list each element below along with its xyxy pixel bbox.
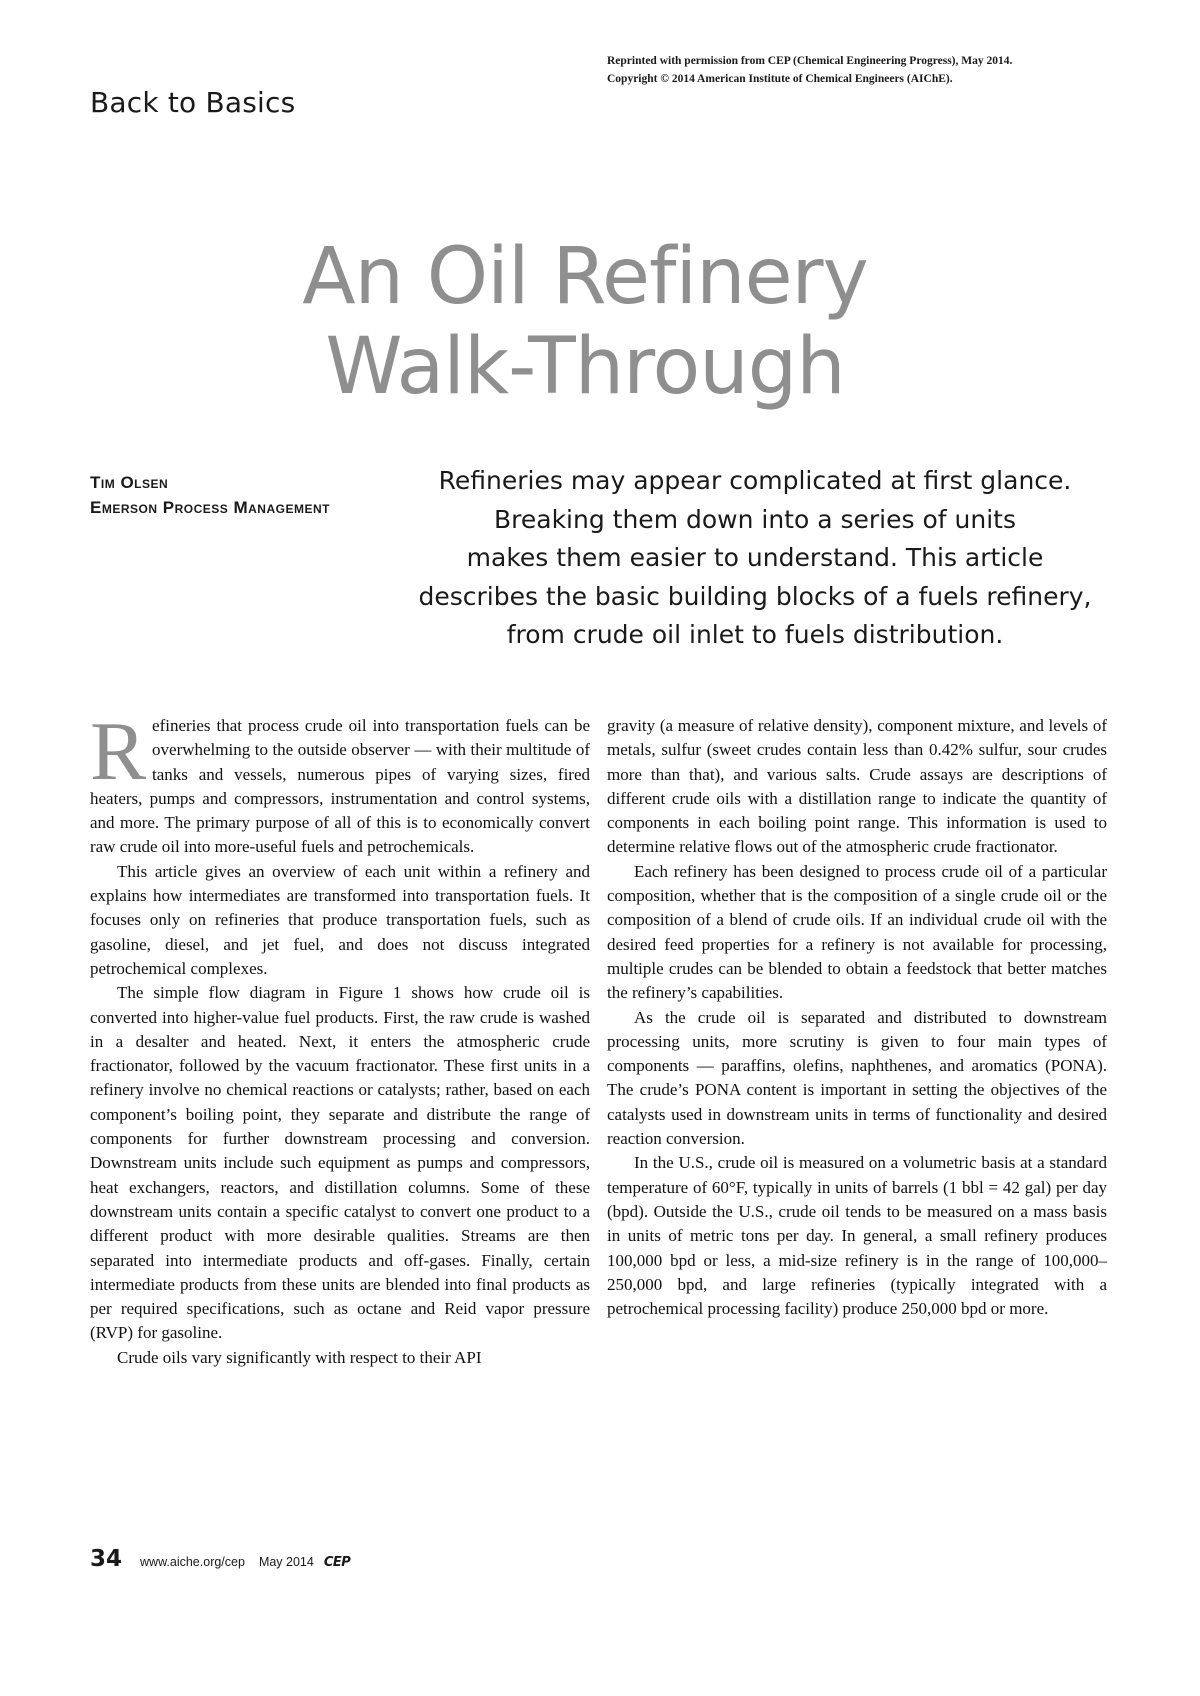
article-deck (395, 462, 1115, 655)
deck-line: Refineries may appear complicated at first glance. (438, 466, 1072, 495)
body-paragraph: Crude oils vary significantly with respect to their API (117, 1347, 482, 1367)
body-paragraph: This article gives an overview of each unit within a refinery and explains how intermediates are transformed into transportation fuels. It focuses only on refineries that produce transportation fuels, such as gasoline, diesel, and jet fuel, and does not discuss integrated petrochemical complexes. (90, 861, 590, 978)
author-byline (90, 470, 330, 520)
body-paragraph: The simple flow diagram in Figure 1 shows how crude oil is converted into higher-value fuel products. First, the raw crude is washed in a desalter and heated. Next, it enters the atmospheric crude fractionator, followed by the vacuum fractionator. These first units in a refinery involve no chemical reactions or catalysts; rather, based on each component’s boiling point, they separate and distribute the range of components for further downstream processing and conversion. Downstream units include such equipment as pumps and compressors, heat exchangers, reactors, and distillation columns. Some of these downstream units contain a specific catalyst to convert one product to a different product with more desirable qualities. Streams are then separated into intermediate products and off-gases. Finally, certain intermediate products from these units are blended into final products as per required specifications, such as octane and Reid vapor pressure (RVP) for gasoline. (90, 983, 590, 1343)
reprint-notice (607, 52, 1167, 88)
footer-date: May 2014 (258, 1555, 314, 1569)
body-paragraph: gravity (a measure of relative density), component mixture, and levels of metals, sulfur (sweet crudes contain less than 0.42% sulfur, sour crudes more than that), and various salts. Crude assays are descriptions of different crude oils with a distillation range to indicate the quantity of components in each boiling point range. This information is used to determine relative flows out of the atmospheric crude fractionator. (607, 716, 1107, 857)
reprint-line-1: Reprinted with permission from CEP (Chemical Engineering Progress), May 2014. (607, 55, 1013, 67)
deck-line: Breaking them down into a series of units (494, 504, 1016, 534)
body-column-left (90, 705, 590, 1370)
body-paragraph: As the crude oil is separated and distributed to downstream processing units, more scrutiny is given to four main types of components — paraffins, olefins, naphthenes, and aromatics (PONA). The crude’s PONA content is important in setting the objectives of the catalysts used in downstream units in terms of functionality and desired reaction conversion. (607, 1007, 1107, 1149)
paragraph-text: efineries that process crude oil into transportation fuels can be overwhelming to the outside observer — with their multitude of tanks and vessels, numerous pipes of varying sizes, fired heaters, pumps and compressors, instrumentation and control systems, and more. The primary purpose of all of this is to economically convert raw crude oil into more-useful fuels and petrochemicals. (90, 716, 590, 857)
body-paragraph (90, 705, 590, 860)
page-number: 34 (90, 1546, 123, 1572)
article-title (150, 232, 1020, 412)
drop-cap: R (90, 705, 147, 798)
deck-line: describes the basic building blocks of a fuels refinery, (418, 581, 1092, 611)
body-paragraph: In the U.S., crude oil is measured on a volumetric basis at a standard temperature of 60°F, typically in units of barrels (1 bbl = 42 gal) per day (bpd). Outside the U.S., crude oil tends to be measured on a mass basis in units of metric tons per day. In general, a small refinery produces 100,000 bpd or less, a mid-size refinery is in the range of 100,000–250,000 bpd, and large refineries (typically integrated with a petrochemical processing facility) produce 250,000 bpd or more. (607, 1153, 1107, 1319)
deck-line: from crude oil inlet to fuels distribution. (506, 620, 1004, 649)
author-affiliation: Emerson Process Management (90, 498, 330, 517)
reprint-line-2: Copyright © 2014 American Institute of Chemical Engineers (AIChE). (607, 73, 953, 85)
author-name: Tim Olsen (90, 473, 169, 492)
footer-url: www.aiche.org/cep (140, 1555, 245, 1569)
page-footer (90, 1546, 350, 1572)
title-line-1: An Oil Refinery (302, 232, 868, 322)
body-paragraph: Each refinery has been designed to process crude oil of a particular composition, whether that is the composition of a single crude oil or the composition of a blend of crude oils. If an individual crude oil with the desired feed properties for a refinery is not available for processing, multiple crudes can be blended to obtain a feedstock that better matches the refinery’s capabilities. (607, 861, 1107, 1003)
title-line-2: Walk-Through (325, 322, 845, 412)
cep-logo: CEP (323, 1555, 351, 1570)
body-column-right (607, 714, 1107, 1321)
department-label: Back to Basics (90, 86, 296, 119)
deck-line: makes them easier to understand. This article (466, 543, 1044, 572)
